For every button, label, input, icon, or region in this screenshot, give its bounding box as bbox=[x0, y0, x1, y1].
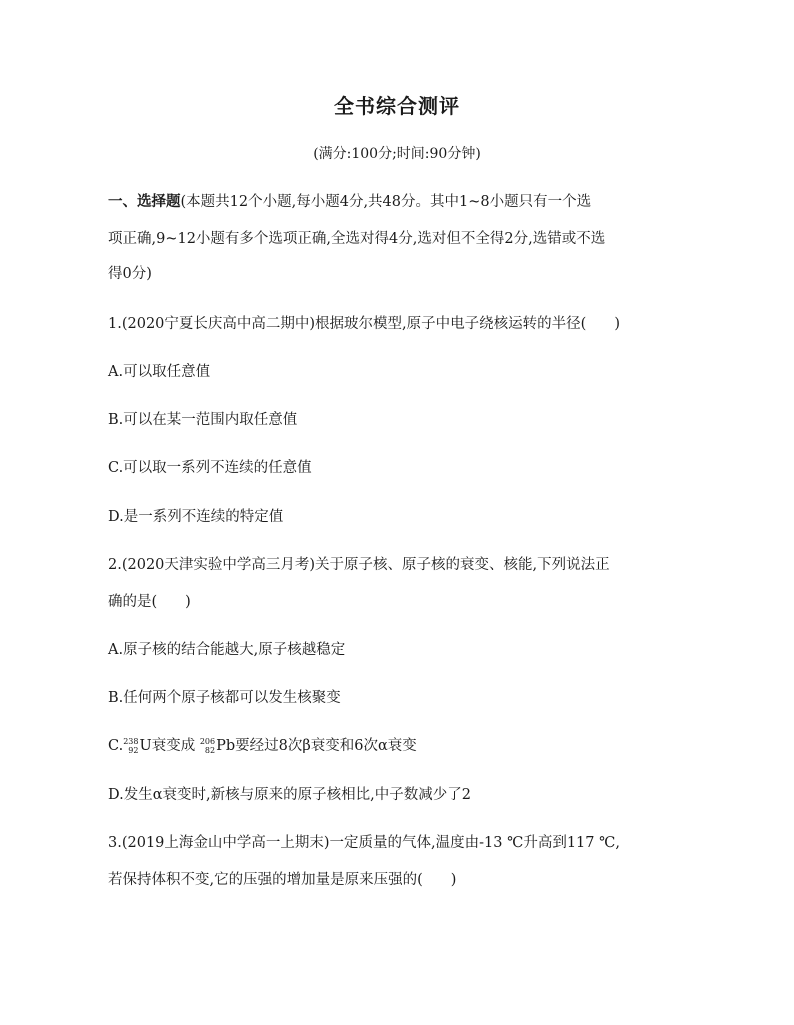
q3-stem-text: 若保持体积不变,它的压强的增加量是原来压强的( bbox=[108, 872, 423, 888]
q2-stem-text: 确的是( bbox=[108, 594, 158, 610]
question-3-stem-1: 3.(2019上海金山中学高一上期末)一定质量的气体,温度由-13 ℃升高到117 ℃, bbox=[108, 835, 620, 851]
q2-close-paren: ) bbox=[185, 594, 191, 610]
q2-option-c bbox=[108, 736, 708, 756]
u-charge-number: 92 bbox=[128, 746, 139, 755]
lead-nuclide-numbers bbox=[200, 737, 215, 755]
u-symbol: U bbox=[139, 738, 152, 754]
q3-close-paren: ) bbox=[450, 872, 457, 888]
page-title: 全书综合测评 bbox=[334, 94, 460, 118]
q2-option-b: B.任何两个原子核都可以发生核聚变 bbox=[108, 690, 341, 706]
pb-charge-number: 82 bbox=[204, 746, 216, 755]
q2-c-prefix: C. bbox=[108, 738, 124, 754]
pb-mass-number: 206 bbox=[199, 737, 216, 746]
q1-stem-text: 1.(2020宁夏长庆高中高二期中)根据玻尔模型,原子中电子绕核运转的半径( bbox=[108, 316, 587, 332]
section-instructions-1: (本题共12个小题,每小题4分,共48分。其中1~8小题只有一个选 bbox=[180, 194, 592, 210]
question-3-stem-2 bbox=[108, 870, 708, 890]
pb-symbol: Pb bbox=[216, 738, 236, 754]
section-instructions-3: 得0分) bbox=[108, 266, 152, 282]
q1-option-c: C.可以取一系列不连续的任意值 bbox=[108, 460, 312, 476]
q2-option-a: A.原子核的结合能越大,原子核越稳定 bbox=[108, 642, 346, 658]
section-instructions-2: 项正确,9~12小题有多个选项正确,全选对得4分,选对但不全得2分,选错或不选 bbox=[108, 231, 606, 247]
uranium-nuclide-numbers bbox=[123, 737, 138, 755]
q1-close-paren: ) bbox=[614, 316, 620, 332]
q1-option-b: B.可以在某一范围内取任意值 bbox=[108, 412, 298, 428]
question-2-stem-1: 2.(2020天津实验中学高三月考)关于原子核、原子核的衰变、核能,下列说法正 bbox=[108, 557, 610, 573]
section-line-1 bbox=[108, 192, 708, 212]
exam-info: (满分:100分;时间:90分钟) bbox=[313, 146, 481, 162]
q2-c-rest: 要经过8次β衰变和6次α衰变 bbox=[235, 738, 417, 754]
q1-option-d: D.是一系列不连续的特定值 bbox=[108, 509, 284, 525]
question-2-stem-2 bbox=[108, 592, 708, 612]
q2-c-mid: 衰变成 bbox=[151, 738, 196, 754]
u-mass-number: 238 bbox=[123, 737, 139, 746]
question-1-stem bbox=[108, 314, 708, 334]
section-heading: 一、选择题 bbox=[108, 194, 181, 210]
q1-option-a: A.可以取任意值 bbox=[108, 364, 211, 380]
q2-option-d: D.发生α衰变时,新核与原来的原子核相比,中子数减少了2 bbox=[108, 787, 471, 803]
